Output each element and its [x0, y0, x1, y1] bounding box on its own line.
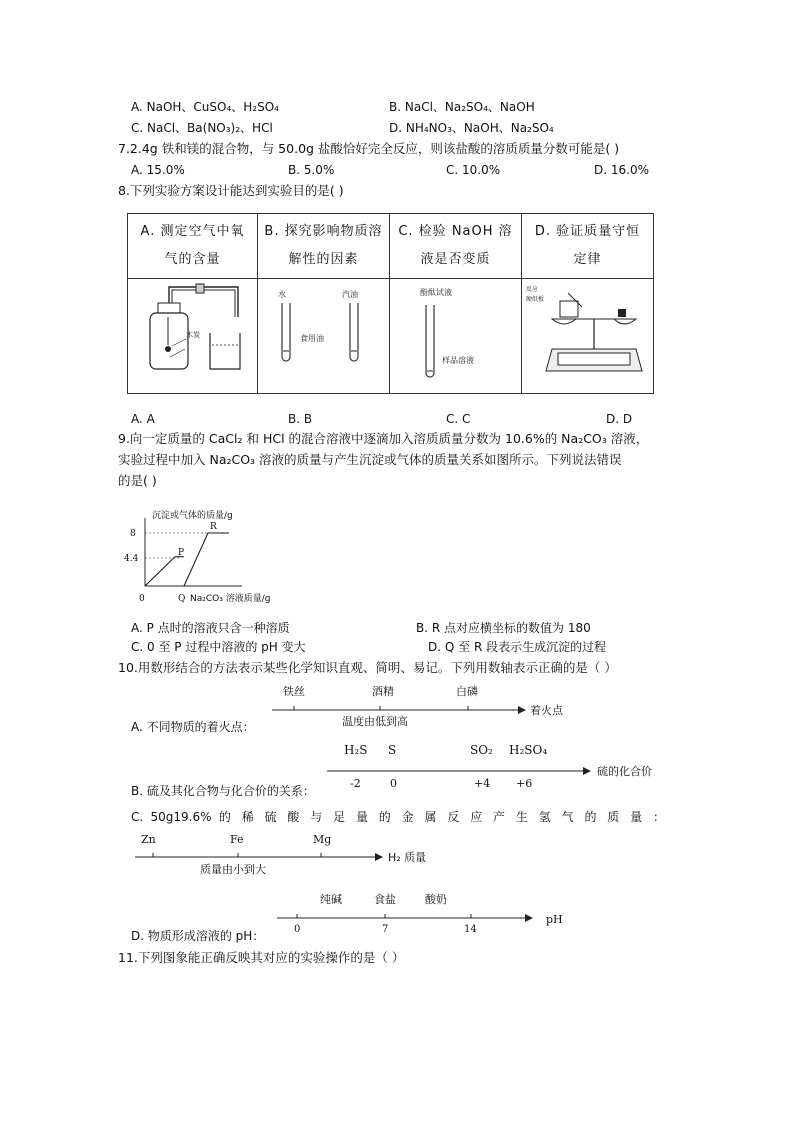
q8-option-b: B. B — [288, 412, 313, 426]
q10c-axis-label: H₂ 质量 — [388, 851, 427, 864]
q10b-axis-label: 硫的化合价 — [597, 765, 652, 778]
q10c-number-line — [133, 850, 393, 864]
q10d-item-1: 纯碱 — [320, 893, 342, 906]
q6-option-d: D. NH₄NO₃、NaOH、Na₂SO₄ — [389, 121, 554, 135]
combustion-apparatus-illustration — [128, 279, 257, 393]
q9-stem-line3: 的是( ) — [118, 473, 157, 488]
q10d-value-2: 7 — [382, 924, 389, 935]
q9-option-a: A. P 点时的溶液只含一种溶质 — [131, 621, 290, 635]
q9-option-b: B. R 点对应横坐标的数值为 180 — [416, 621, 591, 635]
q6-option-b: B. NaCl、Na₂SO₄、NaOH — [389, 100, 535, 114]
q7-option-a: A. 15.0% — [131, 163, 185, 177]
q11-stem: 11.下列图象能正确反映其对应的实验操作的是（ ） — [118, 950, 405, 965]
q10d-item-2: 食盐 — [374, 893, 396, 906]
q10a-note: 温度由低到高 — [342, 715, 408, 728]
q8-stem: 8.下列实验方案设计能达到实验目的是( ) — [118, 183, 344, 198]
q10a-axis-label: 着火点 — [530, 704, 563, 717]
q9-ytick-4.4: 4.4 — [124, 554, 139, 564]
q7-option-c: C. 10.0% — [446, 163, 501, 177]
q8-header-c: C. 检验 NaOH 溶液是否变质 — [398, 224, 513, 267]
q8-figc-bottom: 样品溶液 — [442, 356, 474, 365]
q10b-item-4: H₂SO₄ — [509, 743, 548, 757]
q9-option-c: C. 0 至 P 过程中溶液的 pH 变大 — [131, 640, 306, 654]
q10d-number-line — [275, 911, 535, 925]
test-tubes-solubility-illustration — [258, 279, 389, 393]
q10c-label: C. 50g19.6% 的 稀 硫 酸 与 足 量 的 金 属 反 应 产 生 氢 气 的 质 量 ： — [131, 810, 665, 824]
q8-experiment-table — [127, 213, 654, 394]
q10b-item-1: H₂S — [344, 743, 368, 757]
q10a-item-1: 铁丝 — [283, 685, 305, 698]
q9-stem-line2: 实验过程中加入 Na₂CO₃ 溶液的质量与产生沉淀或气体的质量关系如图所示。下列说法错误 — [118, 452, 622, 467]
q9-label-r: R — [210, 522, 217, 532]
balance-scale-illustration — [522, 279, 653, 393]
q10d-value-3: 14 — [464, 924, 477, 935]
q6-option-c: C. NaCl、Ba(NO₃)₂、HCl — [131, 121, 273, 135]
q10b-value-4: +6 — [516, 777, 533, 790]
q8-header-b: B. 探究影响物质溶解性的因素 — [264, 224, 383, 267]
q10b-value-3: +4 — [474, 777, 491, 790]
q10c-item-1: Zn — [141, 833, 156, 846]
q7-option-b: B. 5.0% — [288, 163, 335, 177]
q9-ytick-8: 8 — [130, 529, 136, 539]
q8-option-c: C. C — [446, 412, 471, 426]
q8-figure-c — [390, 279, 521, 393]
q10b-item-3: SO₂ — [470, 743, 493, 757]
q10a-item-3: 白磷 — [456, 685, 478, 698]
q8-option-a: A. A — [131, 412, 155, 426]
q8-figb-gasoline: 汽油 — [342, 290, 358, 299]
q10c-item-3: Mg — [313, 833, 332, 846]
q10b-value-1: -2 — [350, 777, 361, 790]
q6-option-a: A. NaOH、CuSO₄、H₂SO₄ — [131, 100, 279, 114]
q10c-note: 质量由小到大 — [200, 863, 266, 876]
q8-figc-top: 酚酞试液 — [420, 288, 452, 297]
q9-origin: 0 — [139, 594, 145, 604]
q9-series-gas — [145, 557, 184, 586]
q10d-axis-label: pH — [546, 913, 563, 926]
q9-ylabel: 沉淀或气体的质量/g — [152, 511, 233, 521]
q8-header-d: D. 验证质量守恒定律 — [534, 224, 641, 267]
q7-option-d: D. 16.0% — [594, 163, 649, 177]
q10a-label: A. 不同物质的着火点： — [131, 720, 255, 734]
q8-figb-water: 水 — [278, 290, 286, 299]
q10d-label: D. 物质形成溶液的 pH： — [131, 929, 265, 943]
q8-figa-label: 木炭 — [186, 331, 200, 339]
q10c-item-2: Fe — [230, 833, 244, 846]
q10-stem: 10.用数形结合的方法表示某些化学知识直观、简明、易记。下列用数轴表示正确的是（ ） — [118, 660, 617, 675]
q9-label-p: P — [178, 548, 185, 558]
q9-label-q: Q — [178, 594, 186, 604]
test-tube-indicator-illustration — [390, 279, 521, 393]
q8-figure-b — [258, 279, 389, 393]
q8-option-d: D. D — [606, 412, 633, 426]
q9-series-precipitate — [184, 533, 229, 586]
q8-figd-label2: 硬纸板 — [526, 296, 545, 303]
q10b-value-2: 0 — [390, 777, 397, 790]
q8-figure-d — [522, 279, 653, 393]
q8-header-a: A. 测定空气中氧气的含量 — [140, 224, 245, 267]
q7-stem: 7.2.4g 铁和镁的混合物，与 50.0g 盐酸恰好完全反应，则该盐酸的溶质质量分数可能是( ) — [118, 141, 620, 156]
q10d-value-1: 0 — [294, 924, 301, 935]
q8-figure-a — [128, 279, 257, 393]
q10b-number-line — [325, 764, 595, 778]
q9-xlabel: Na₂CO₃ 溶液质量/g — [190, 594, 271, 604]
q10b-item-2: S — [388, 743, 397, 757]
q10a-item-2: 酒精 — [372, 685, 394, 698]
q9-chart — [112, 500, 312, 610]
q9-option-d: D. Q 至 R 段表示生成沉淀的过程 — [428, 640, 607, 654]
q9-stem-line1: 9.向一定质量的 CaCl₂ 和 HCl 的混合溶液中逐滴加入溶质质量分数为 10.6%的 Na₂CO₃ 溶液， — [118, 431, 649, 446]
q10d-item-3: 酸奶 — [425, 893, 447, 906]
q8-figb-oil: 食用油 — [300, 334, 324, 343]
q8-figd-label1: 反应 — [526, 286, 539, 293]
q10b-label: B. 硫及其化合物与化合价的关系： — [131, 784, 315, 798]
